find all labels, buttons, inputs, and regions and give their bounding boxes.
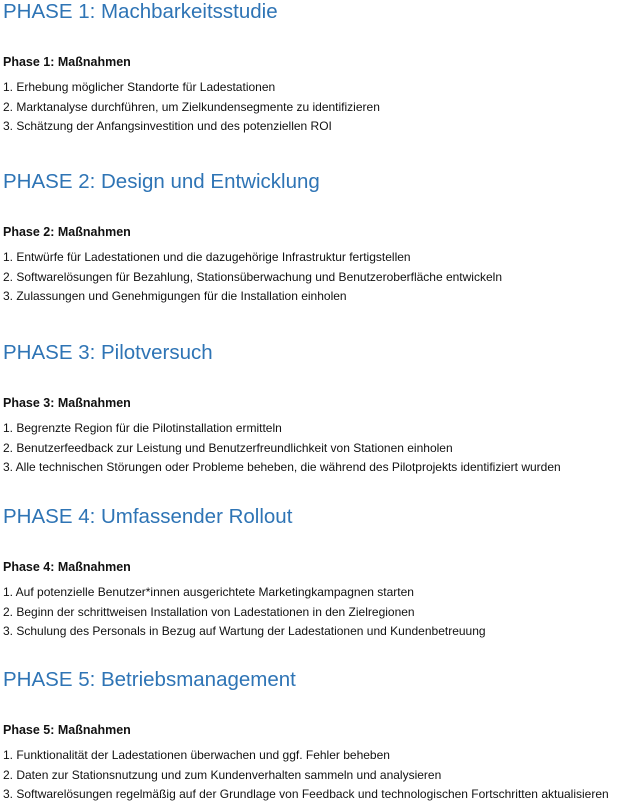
phase-1-measures-list <box>3 78 380 137</box>
phase-5-subtitle: Phase 5: Maßnahmen <box>3 723 131 737</box>
phase-3-title: PHASE 3: Pilotversuch <box>3 341 213 364</box>
phase-2-subtitle: Phase 2: Maßnahmen <box>3 225 131 239</box>
phase-3-section <box>3 341 636 474</box>
phase-1-title: PHASE 1: Machbarkeitsstudie <box>3 0 278 23</box>
phase-4-subtitle: Phase 4: Maßnahmen <box>3 560 131 574</box>
list-item: 3. Schulung des Personals in Bezug auf Wartung der Ladestationen und Kundenbetreuung <box>3 624 486 638</box>
phase-5-title: PHASE 5: Betriebsmanagement <box>3 668 296 691</box>
list-item: 1. Erhebung möglicher Standorte für Ladestationen <box>3 80 276 94</box>
list-item: 3. Alle technischen Störungen oder Probleme beheben, die während des Pilotprojekts identifiziert wurden <box>3 460 561 474</box>
list-item: 2. Benutzerfeedback zur Leistung und Benutzerfreundlichkeit von Stationen einholen <box>3 440 453 455</box>
list-item: 1. Auf potenzielle Benutzer*innen ausgerichtete Marketingkampagnen starten <box>3 585 414 599</box>
phase-4-measures-list <box>3 583 486 642</box>
list-item: 1. Funktionalität der Ladestationen überwachen und ggf. Fehler beheben <box>3 748 390 762</box>
phase-3-subtitle: Phase 3: Maßnahmen <box>3 396 131 410</box>
phase-2-section <box>3 170 636 303</box>
phase-5-section <box>3 668 636 801</box>
list-item: 2. Softwarelösungen für Bezahlung, Stationsüberwachung und Benutzeroberfläche entwickeln <box>3 269 502 284</box>
list-item: 1. Entwürfe für Ladestationen und die dazugehörige Infrastruktur fertigstellen <box>3 250 411 264</box>
list-item: 1. Begrenzte Region für die Pilotinstallation ermitteln <box>3 421 282 435</box>
phase-4-section <box>3 505 636 638</box>
list-item: 3. Schätzung der Anfangsinvestition und des potenziellen ROI <box>3 119 332 133</box>
list-item: 2. Daten zur Stationsnutzung und zum Kundenverhalten sammeln und analysieren <box>3 767 442 782</box>
phase-2-measures-list <box>3 248 502 307</box>
list-item: 3. Softwarelösungen regelmäßig auf der Grundlage von Feedback und technologischen Fortschritten aktualisieren <box>3 787 609 801</box>
list-item: 2. Marktanalyse durchführen, um Zielkundensegmente zu identifizieren <box>3 99 380 114</box>
phase-5-measures-list <box>3 746 609 805</box>
phase-1-section <box>3 0 636 133</box>
list-item: 2. Beginn der schrittweisen Installation von Ladestationen in den Zielregionen <box>3 604 415 619</box>
list-item: 3. Zulassungen und Genehmigungen für die Installation einholen <box>3 289 347 303</box>
phase-2-title: PHASE 2: Design und Entwicklung <box>3 170 320 193</box>
phase-1-subtitle: Phase 1: Maßnahmen <box>3 55 131 69</box>
phase-3-measures-list <box>3 419 561 478</box>
phase-4-title: PHASE 4: Umfassender Rollout <box>3 505 293 528</box>
